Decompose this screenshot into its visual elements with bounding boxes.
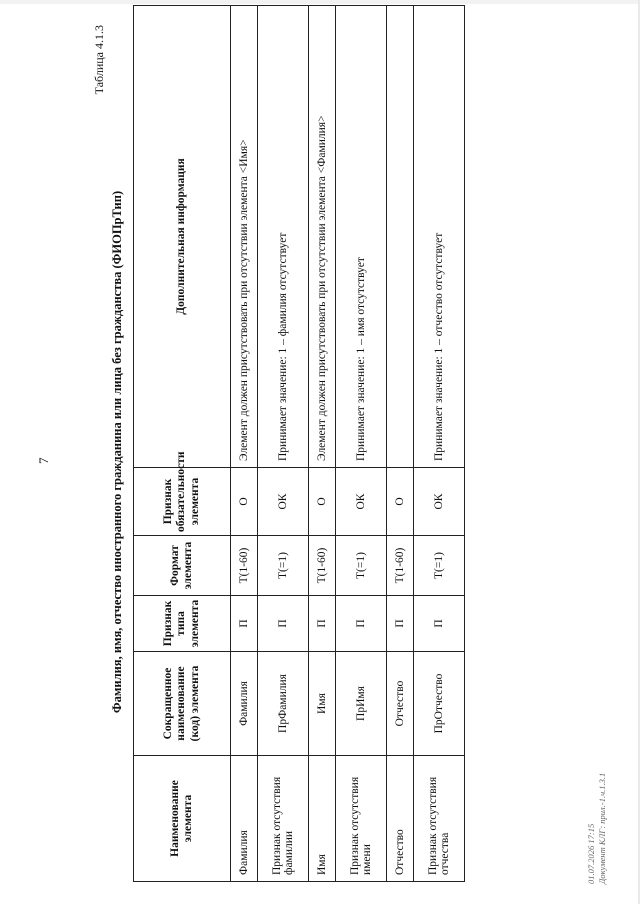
table-row bbox=[231, 6, 258, 882]
cell-code: ПрФамилия bbox=[258, 652, 309, 756]
cell-format: T(=1) bbox=[336, 536, 387, 596]
table-header-row bbox=[134, 6, 231, 882]
cell-name: Признак отсутствия фамилии bbox=[258, 756, 309, 882]
header-element-format: Формат элемента bbox=[134, 536, 231, 596]
cell-name: Признак отсутствия имени bbox=[336, 756, 387, 882]
cell-type: П bbox=[336, 596, 387, 652]
cell-code: Отчество bbox=[387, 652, 414, 756]
cell-format: T(1-60) bbox=[387, 536, 414, 596]
stamp-date: 01.07.2026 17:15 bbox=[586, 823, 596, 884]
cell-code: ПрИмя bbox=[336, 652, 387, 756]
cell-type: П bbox=[231, 596, 258, 652]
cell-info: Принимает значение: 1 – фамилия отсутствует bbox=[258, 6, 309, 468]
table-row bbox=[309, 6, 336, 882]
cell-name: Отчество bbox=[387, 756, 414, 882]
cell-type: П bbox=[414, 596, 465, 652]
cell-required: ОК bbox=[258, 468, 309, 536]
cell-format: T(1-60) bbox=[231, 536, 258, 596]
cell-required: О bbox=[387, 468, 414, 536]
cell-format: T(=1) bbox=[258, 536, 309, 596]
cell-code: ПрОтчество bbox=[414, 652, 465, 756]
header-element-required: Признак обязательности элемента bbox=[134, 468, 231, 536]
cell-required: ОК bbox=[336, 468, 387, 536]
cell-required: О bbox=[231, 468, 258, 536]
cell-code: Имя bbox=[309, 652, 336, 756]
header-element-type: Признак типа элемента bbox=[134, 596, 231, 652]
table-row bbox=[258, 6, 309, 882]
element-table bbox=[133, 5, 465, 882]
cell-type: П bbox=[258, 596, 309, 652]
header-additional-info: Дополнительная информация bbox=[134, 6, 231, 468]
cell-name: Фамилия bbox=[231, 756, 258, 882]
cell-required: ОК bbox=[414, 468, 465, 536]
cell-format: T(1-60) bbox=[309, 536, 336, 596]
stamp-reference: Документ КЛГ: прил.-1.ч.1.3.1 bbox=[596, 772, 607, 884]
table-title: Фамилия, имя, отчество иностранного гражданина или лица без гражданства (ФИОПрТип) bbox=[110, 190, 124, 714]
cell-name: Имя bbox=[309, 756, 336, 882]
cell-type: П bbox=[387, 596, 414, 652]
cell-code: Фамилия bbox=[231, 652, 258, 756]
header-element-code: Сокращенное наименование (код) элемента bbox=[134, 652, 231, 756]
page-number: 7 bbox=[36, 457, 51, 464]
cell-required: О bbox=[309, 468, 336, 536]
cell-info: Принимает значение: 1 – имя отсутствует bbox=[336, 6, 387, 468]
document-stamp bbox=[586, 714, 607, 884]
table-row bbox=[336, 6, 387, 882]
cell-info bbox=[387, 6, 414, 468]
table-number: Таблица 4.1.3 bbox=[92, 25, 106, 95]
cell-type: П bbox=[309, 596, 336, 652]
header-element-name: Наименование элемента bbox=[134, 756, 231, 882]
cell-format: T(=1) bbox=[414, 536, 465, 596]
cell-info: Принимает значение: 1 – отчество отсутствует bbox=[414, 6, 465, 468]
cell-info: Элемент должен присутствовать при отсутствии элемента <Имя> bbox=[231, 6, 258, 468]
cell-info: Элемент должен присутствовать при отсутствии элемента <Фамилия> bbox=[309, 6, 336, 468]
cell-name: Признак отсутствия отчества bbox=[414, 756, 465, 882]
table-row bbox=[387, 6, 414, 882]
table-row bbox=[414, 6, 465, 882]
